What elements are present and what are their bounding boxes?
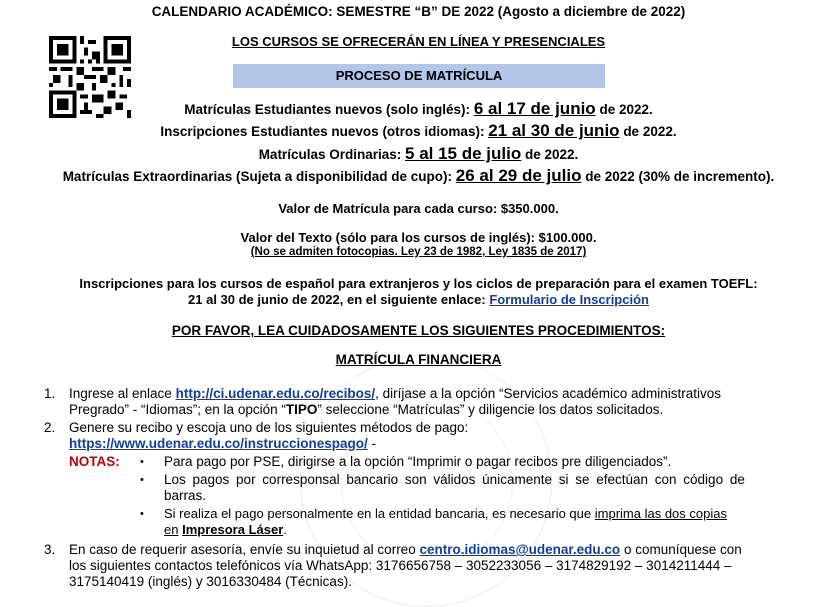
date-line: [0, 121, 837, 141]
step-number: 2.: [44, 420, 56, 435]
date-range: 6 al 17 de junio: [473, 99, 596, 118]
note-2-line-2: barras.: [164, 488, 207, 503]
step-1-text: Ingrese al enlace: [69, 386, 172, 401]
tipo-label: TIPO: [285, 402, 318, 417]
procedures-heading: POR FAVOR, LEA CUIDADOSAMENTE LOS SIGUIENTES PROCEDIMIENTOS:: [171, 323, 666, 338]
note-3-emphasis: imprima las dos copias: [594, 506, 727, 521]
step-1-text: Pregrado” - “Idiomas”; en la opción “: [69, 402, 286, 417]
text-fee: Valor del Texto (sólo para los cursos de inglés): $100.000.: [240, 230, 597, 245]
date-suffix: de 2022.: [623, 124, 677, 139]
date-label: Inscripciones Estudiantes nuevos (otros idiomas):: [160, 124, 485, 139]
note-3-text: .: [283, 522, 287, 537]
date-range: 5 al 15 de julio: [405, 144, 522, 163]
note-1: Para pago por PSE, dirigirse a la opción “Imprimir o pagar recibos pre diligenciados”.: [164, 454, 672, 469]
spanish-courses-text: Inscripciones para los cursos de español para extranjeros y los ciclos de preparación para el examen TOEFL:: [79, 276, 758, 291]
payment-instructions-link[interactable]: https://www.udenar.edu.co/instruccionespago/: [69, 436, 368, 451]
date-label: Matrículas Ordinarias:: [258, 147, 402, 162]
date-label: Matrículas Extraordinarias (Sujeta a disponibilidad de cupo):: [62, 169, 453, 184]
email-link[interactable]: centro.idiomas@udenar.edu.co: [419, 542, 621, 557]
course-fee: Valor de Matrícula para cada curso: $350.000.: [278, 201, 559, 216]
step-number: 3.: [44, 542, 56, 557]
note-3-text: en: [164, 522, 179, 537]
step-2-line-1: Genere su recibo y escoja uno de los siguientes métodos de pago:: [69, 420, 469, 435]
step-2-line-2: [69, 436, 376, 452]
financial-heading: MATRÍCULA FINANCIERA: [335, 352, 502, 367]
laser-printer-text: Impresora Láser: [182, 522, 284, 537]
spanish-date-text: 21 al 30 de junio de 2022, en el siguiente enlace:: [188, 292, 486, 307]
registration-form-link[interactable]: Formulario de Inscripción: [489, 292, 649, 307]
date-line: [0, 144, 837, 164]
step-1-line-1: [69, 386, 721, 402]
step-2-text: -: [367, 436, 377, 451]
note-3-line-1: [164, 506, 727, 522]
bullet-icon: •: [140, 508, 144, 520]
step-1-line-2: [69, 402, 663, 418]
date-suffix: de 2022.: [525, 147, 579, 162]
step-3-text: o comuníquese con: [623, 542, 742, 557]
date-range: 26 al 29 de julio: [455, 166, 582, 185]
step-1-text: , diríjase a la opción “Servicios académico administrativos: [375, 386, 722, 401]
note-2-line-1: Los pagos por corresponsal bancario son válidos únicamente si se efectúan con código de: [164, 472, 745, 487]
process-banner: PROCESO DE MATRÍCULA: [233, 64, 605, 88]
step-3-text: En caso de requerir asesoría, envíe su inquietud al correo: [69, 542, 416, 557]
date-range: 21 al 30 de junio: [488, 121, 620, 140]
date-line: [0, 99, 837, 119]
step-number: 1.: [44, 386, 56, 401]
modality-heading: LOS CURSOS SE OFRECERÁN EN LÍNEA Y PRESENCIALES: [231, 34, 606, 49]
date-suffix: de 2022.: [599, 102, 653, 117]
notes-label: NOTAS:: [69, 454, 120, 469]
date-suffix: de 2022 (30% de incremento).: [585, 169, 775, 184]
note-3-line-2: [164, 522, 287, 538]
page-title: CALENDARIO ACADÉMICO: SEMESTRE “B” DE 2022 (Agosto a diciembre de 2022): [151, 4, 686, 19]
bullet-icon: •: [140, 474, 144, 486]
bullet-icon: •: [140, 456, 144, 468]
text-fee-note: (No se admiten fotocopias. Ley 23 de 1982, Ley 1835 de 2017): [250, 246, 587, 258]
note-3-text: Si realiza el pago personalmente en la entidad bancaria, es necesario que: [164, 506, 592, 521]
receipts-link[interactable]: http://ci.udenar.edu.co/recibos/: [175, 386, 376, 401]
date-label: Matrículas Estudiantes nuevos (solo inglés):: [184, 102, 471, 117]
spanish-courses-date: [0, 292, 837, 307]
date-line: [0, 166, 837, 186]
step-3-line-2: los siguientes contactos telefónicos vía WhatsApp: 3176656758 – 3052233056 – 3174829192 – 3014211444 –: [69, 558, 732, 573]
step-1-text: ” seleccione “Matrículas” y diligencie los datos solicitados.: [317, 402, 664, 417]
step-3-line-3: 3175140419 (inglés) y 3016330484 (Técnicas).: [69, 574, 352, 589]
step-3-line-1: [69, 542, 742, 558]
